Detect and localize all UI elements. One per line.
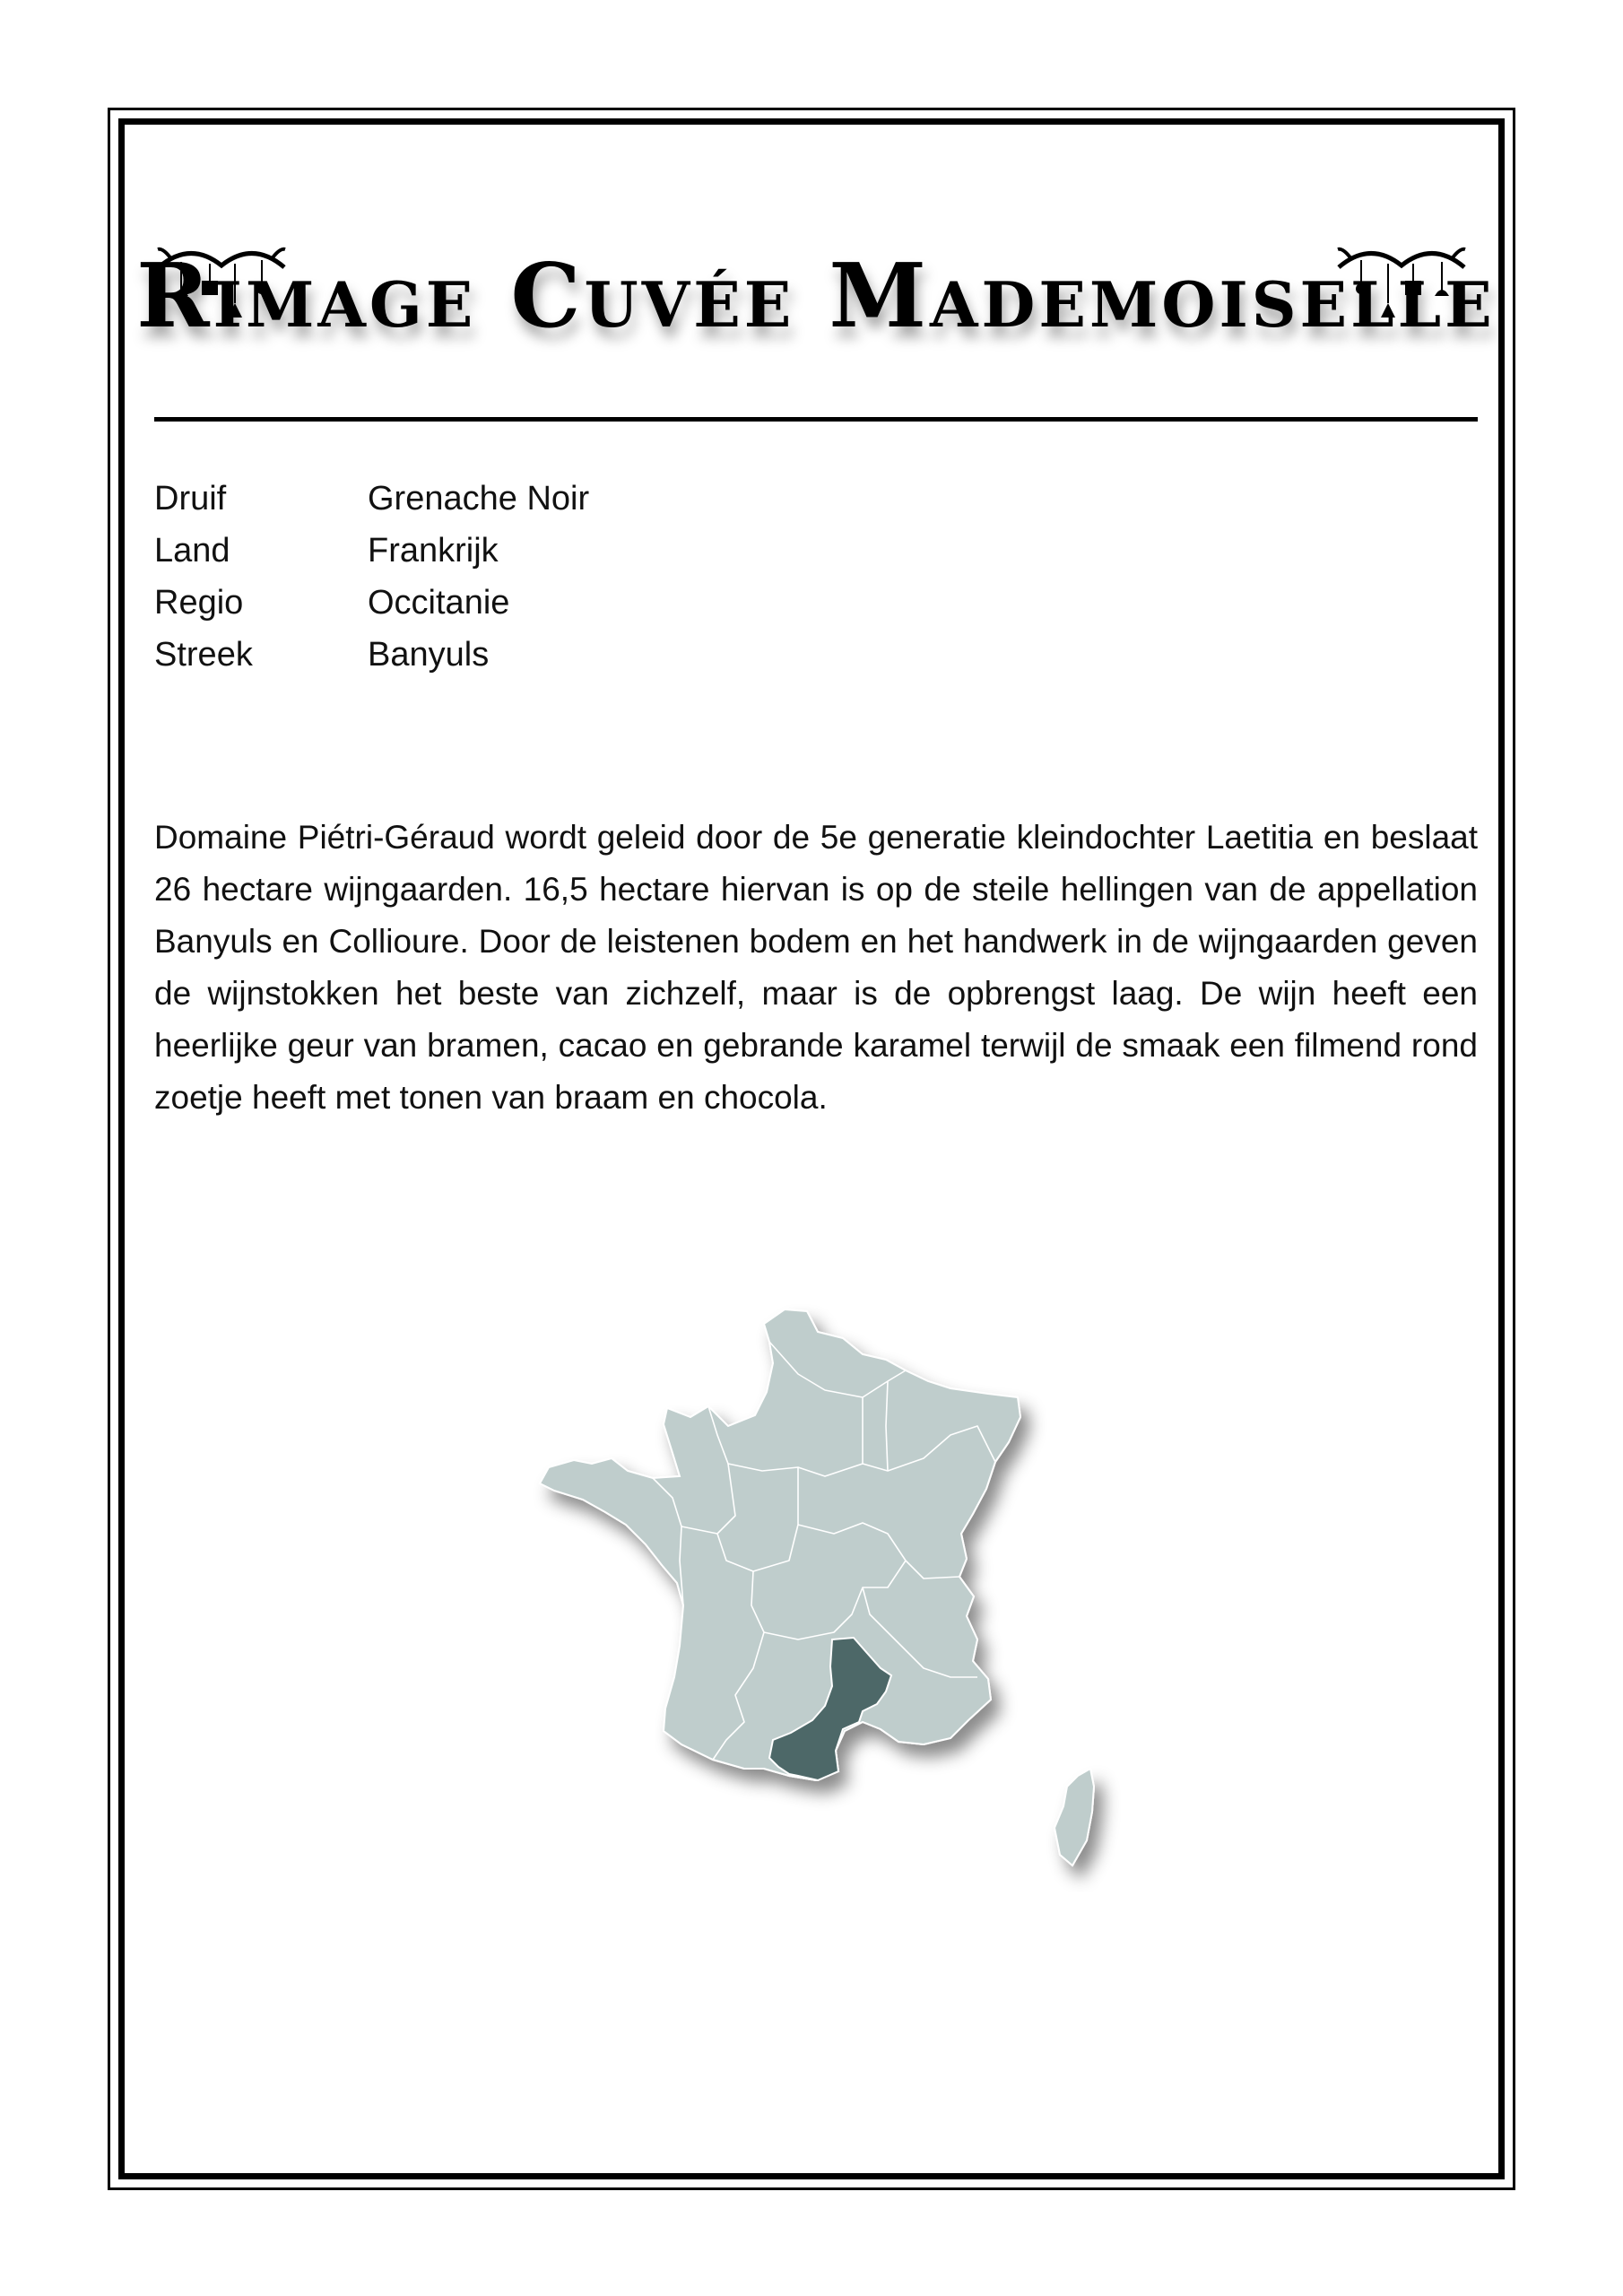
title-container [136,211,1496,381]
spec-key: Druif [154,480,227,517]
title-divider [154,417,1478,422]
spec-value: Occitanie [368,584,510,622]
spec-key: Streek [154,636,253,674]
spec-row-country [154,525,589,577]
spec-key: Regio [154,584,244,622]
spec-row-grape [154,473,589,525]
spec-value: Frankrijk [368,532,499,570]
corsica-shape [1055,1769,1094,1866]
wine-description: Domaine Piétri-Géraud wordt geleid door de 5e generatie kleindochter Laetitia en beslaat 26 hectare wijngaarden. 16,5 hectare hiervan is op de steile hellingen van de appellation Banyuls en Collioure. Door de leistenen bodem en het handwerk in de wijngaarden geven de wijnstokken het beste van zichzelf, maar is de opbrengst laag. De wijn heeft een heerlijke geur van bramen, cacao en gebrande karamel terwijl de smaak een filmend rond zoetje heeft met tonen van braam en chocola. [154,819,1478,1116]
spec-row-area [154,629,589,681]
france-map-icon [529,1292,1121,1892]
page-title: Rimage Cuvée Mademoiselle [136,244,1496,348]
spec-row-region [154,577,589,629]
spec-key: Land [154,532,230,570]
spec-value: Banyuls [368,636,490,674]
spec-value: Grenache Noir [368,480,590,517]
spec-list [154,473,589,681]
france-mainland-shape [540,1309,1020,1780]
